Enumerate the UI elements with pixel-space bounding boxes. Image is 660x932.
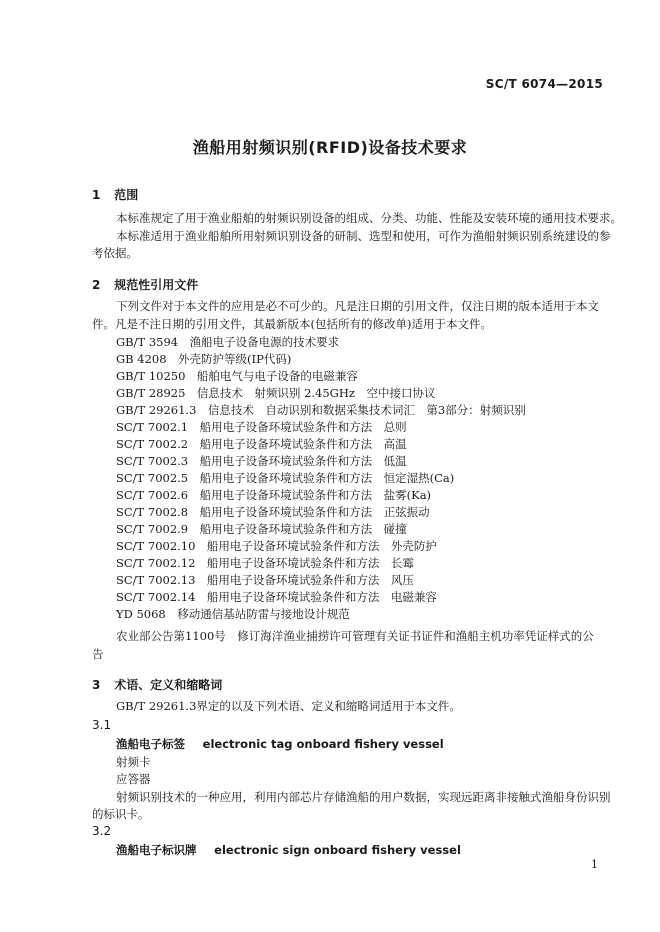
reference-item: YD 5068 移动通信基站防雷与接地设计规范 [116, 607, 350, 621]
term-zh: 渔船电子标识牌 [116, 843, 197, 857]
reference-item: GB 4208 外壳防护等级(IP代码) [116, 352, 292, 366]
reference-item: SC/T 7002.3 船用电子设备环境试验条件和方法 低温 [116, 454, 407, 468]
term-3-2 [116, 842, 461, 860]
section-number: 2 [92, 278, 101, 292]
section-number: 3 [92, 678, 101, 692]
section-number: 1 [92, 188, 101, 202]
reference-item-cont: 告 [92, 646, 104, 661]
section-1-heading [92, 186, 138, 203]
reference-item: SC/T 7002.10 船用电子设备环境试验条件和方法 外壳防护 [116, 539, 437, 553]
paragraph: 本标准适用于渔业船舶所用射频识别设备的研制、选型和使用，可作为渔船射频识别系统建设的参 [116, 228, 611, 243]
reference-item: SC/T 7002.1 船用电子设备环境试验条件和方法 总则 [116, 420, 407, 434]
reference-item: SC/T 7002.6 船用电子设备环境试验条件和方法 盐雾(Ka) [116, 488, 432, 502]
term-number: 3.1 [92, 718, 112, 732]
reference-item: GB/T 29261.3 信息技术 自动识别和数据采集技术词汇 第3部分：射频识别 [116, 403, 526, 417]
section-1-body [92, 210, 622, 263]
reference-item: GB/T 28925 信息技术 射频识别 2.45GHz 空中接口协议 [116, 386, 436, 400]
reference-item: SC/T 7002.8 船用电子设备环境试验条件和方法 正弦振动 [116, 505, 430, 519]
paragraph: 下列文件对于本文件的应用是必不可少的。凡是注日期的引用文件，仅注日期的版本适用于本文 [116, 299, 599, 313]
document-title: 渔船用射频识别(RFID)设备技术要求 [192, 138, 468, 157]
term-alias: 射频卡 [116, 754, 151, 769]
term-alias: 应答器 [116, 772, 151, 786]
reference-item: SC/T 7002.2 船用电子设备环境试验条件和方法 高温 [116, 437, 407, 451]
reference-item: SC/T 7002.9 船用电子设备环境试验条件和方法 碰撞 [116, 522, 407, 536]
section-title: 规范性引用文件 [114, 278, 199, 292]
term-definition-cont: 的标识卡。 [92, 807, 150, 821]
term-en: electronic sign onboard fishery vessel [214, 843, 461, 857]
reference-item: SC/T 7002.14 船用电子设备环境试验条件和方法 电磁兼容 [116, 590, 437, 604]
section-2-last-ref [92, 628, 612, 663]
term-definition-cont-wrap [92, 806, 612, 824]
reference-item: SC/T 7002.12 船用电子设备环境试验条件和方法 长霉 [116, 556, 414, 570]
term-en: electronic tag onboard fishery vessel [202, 737, 444, 751]
section-3-intro [92, 698, 612, 716]
reference-item: GB/T 3594 渔船电子设备电源的技术要求 [116, 335, 340, 349]
term-definition: 射频识别技术的一种应用，利用内部芯片存储渔船的用户数据，实现远距离非接触式渔船身份识别 [116, 789, 611, 804]
reference-item: GB/T 10250 船舶电气与电子设备的电磁兼容 [116, 369, 358, 383]
paragraph: 本标准规定了用于渔业船舶的射频识别设备的组成、分类、功能、性能及安装环境的通用技术要求。 [116, 211, 622, 225]
section-title: 术语、定义和缩略词 [114, 678, 223, 692]
term-3-1 [116, 736, 611, 806]
reference-item: SC/T 7002.5 船用电子设备环境试验条件和方法 恒定湿热(Ca) [116, 471, 455, 485]
reference-item: 农业部公告第1100号 修订海洋渔业捕捞许可管理有关证书证件和渔船主机功率凭证样式的公 [116, 629, 594, 643]
term-zh: 渔船电子标签 [116, 737, 185, 751]
section-3-heading [92, 676, 222, 693]
reference-item: SC/T 7002.13 船用电子设备环境试验条件和方法 风压 [116, 573, 414, 587]
standard-code: SC/T 6074—2015 [485, 77, 603, 91]
page-number: 1 [591, 858, 598, 871]
section-2-heading [92, 276, 198, 293]
section-title: 范围 [114, 188, 139, 202]
paragraph-cont: 考依据。 [92, 246, 138, 260]
paragraph: GB/T 29261.3界定的以及下列术语、定义和缩略词适用于本文件。 [116, 699, 461, 713]
paragraph-cont: 件。凡是不注日期的引用文件，其最新版本(包括所有的修改单)适用于本文件。 [92, 316, 492, 331]
term-number: 3.2 [92, 824, 112, 838]
reference-list [116, 334, 526, 623]
section-2-intro [92, 298, 612, 333]
